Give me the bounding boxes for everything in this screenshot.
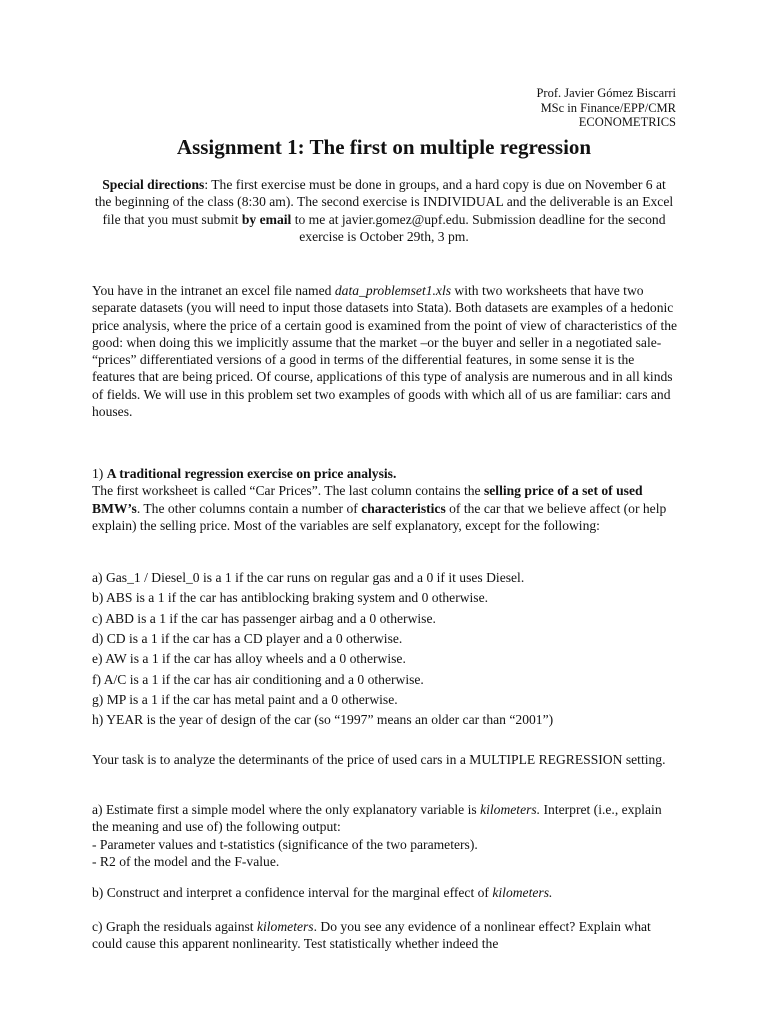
section-1-text-1: The first worksheet is called “Car Prices”. The last column contains the — [92, 483, 484, 499]
section-1-text-2: . The other columns contain a number of — [136, 500, 362, 516]
special-directions — [94, 176, 674, 245]
question-c-text-1: c) Graph the residuals against — [92, 919, 257, 934]
list-item: a) Gas_1 / Diesel_0 is a 1 if the car runs on regular gas and a 0 if it uses Diesel. — [92, 570, 525, 585]
directions-text-2: to me at javier.gomez@upf.edu. Submission deadline for the second exercise is October 29th, 3 pm. — [291, 211, 666, 244]
section-1-number: 1) — [92, 466, 107, 481]
question-a-text-1: a) Estimate first a simple model where the only explanatory variable is — [92, 802, 481, 817]
section-1-bold-1: selling price of a set of used BMW’s — [92, 483, 643, 516]
directions-email-bold: by email — [241, 211, 292, 227]
list-item: g) MP is a 1 if the car has metal paint and a 0 otherwise. — [92, 692, 398, 708]
intro-text-2: with two worksheets that have two separate datasets (you will need to input those datasets into Stata). Both datasets are examples of a hedonic price analysis, where the price of a certain good is examined from the point of view of characteristics of the good: when doing this we implicitly assume that the market –or the buyer and seller in a negotiated sale- “prices” differentiated versions of a good in terms of the differential features, in some sense it is the features that are being priced. Of course, applications of this type of analysis are numerous and in all kinds of fields. We will use in this problem set two examples of goods with which all of us are familiar: cars and houses. — [92, 283, 678, 420]
question-c-text-2: . Do you see any evidence of a nonlinear effect? Explain what could cause this apparent nonlinearity. Test statistically whether indeed the — [92, 919, 651, 952]
question-b-variable: kilometers. — [492, 885, 553, 900]
data-filename: data_problemset1.xls — [334, 283, 452, 298]
section-1-text-3: of the car that we believe affect (or help explain) the selling price. Most of the variables are self explanatory, except for the following: — [92, 500, 667, 533]
list-item: d) CD is a 1 if the car has a CD player and a 0 otherwise. — [92, 631, 403, 647]
program-name: MSc in Finance/EPP/CMR — [540, 100, 676, 115]
list-item: b) ABS is a 1 if the car has antiblocking braking system and 0 otherwise. — [92, 590, 489, 606]
section-1-bold-2: characteristics — [361, 500, 446, 516]
intro-text-1: You have in the intranet an excel file named — [92, 283, 335, 298]
directions-label: Special directions — [102, 177, 205, 192]
directions-text-1: : The first exercise must be done in groups, and a hard copy is due on November 6 at the beginning of the class (8:30 am). The second exercise is INDIVIDUAL and the deliverable is an Excel file that you must submit — [94, 177, 674, 227]
assignment-title: Assignment 1: The first on multiple regression — [176, 135, 592, 159]
question-a-bullet-2: - R2 of the model and the F-value. — [92, 853, 280, 869]
question-b — [92, 884, 678, 901]
list-item: e) AW is a 1 if the car has alloy wheels and a 0 otherwise. — [92, 651, 406, 667]
question-a-bullet-1: - Parameter values and t-statistics (significance of the two parameters). — [92, 836, 478, 852]
course-name: ECONOMETRICS — [578, 115, 676, 129]
question-a — [92, 801, 678, 870]
list-item: f) A/C is a 1 if the car has air conditioning and a 0 otherwise. — [92, 671, 424, 687]
question-a-variable: kilometers. — [480, 802, 541, 817]
list-item: c) ABD is a 1 if the car has passenger airbag and a 0 otherwise. — [92, 610, 436, 626]
author-name: Prof. Javier Gómez Biscarri — [536, 86, 676, 100]
question-c-variable: kilometers — [256, 919, 314, 934]
task-paragraph: Your task is to analyze the determinants of the price of used cars in a MULTIPLE REGRESSION setting. — [92, 752, 666, 767]
question-c — [92, 918, 678, 953]
author-header — [536, 86, 676, 130]
variable-list — [92, 569, 678, 732]
question-b-text-1: b) Construct and interpret a confidence interval for the marginal effect of — [92, 885, 493, 900]
list-item: h) YEAR is the year of design of the car (so “1997” means an older car than “2001”) — [92, 712, 554, 728]
intro-paragraph — [92, 282, 678, 420]
question-a-text-2: Interpret (i.e., explain the meaning and use of) the following output: — [92, 802, 662, 835]
section-1-heading: A traditional regression exercise on price analysis. — [106, 466, 397, 481]
section-1 — [92, 465, 678, 534]
